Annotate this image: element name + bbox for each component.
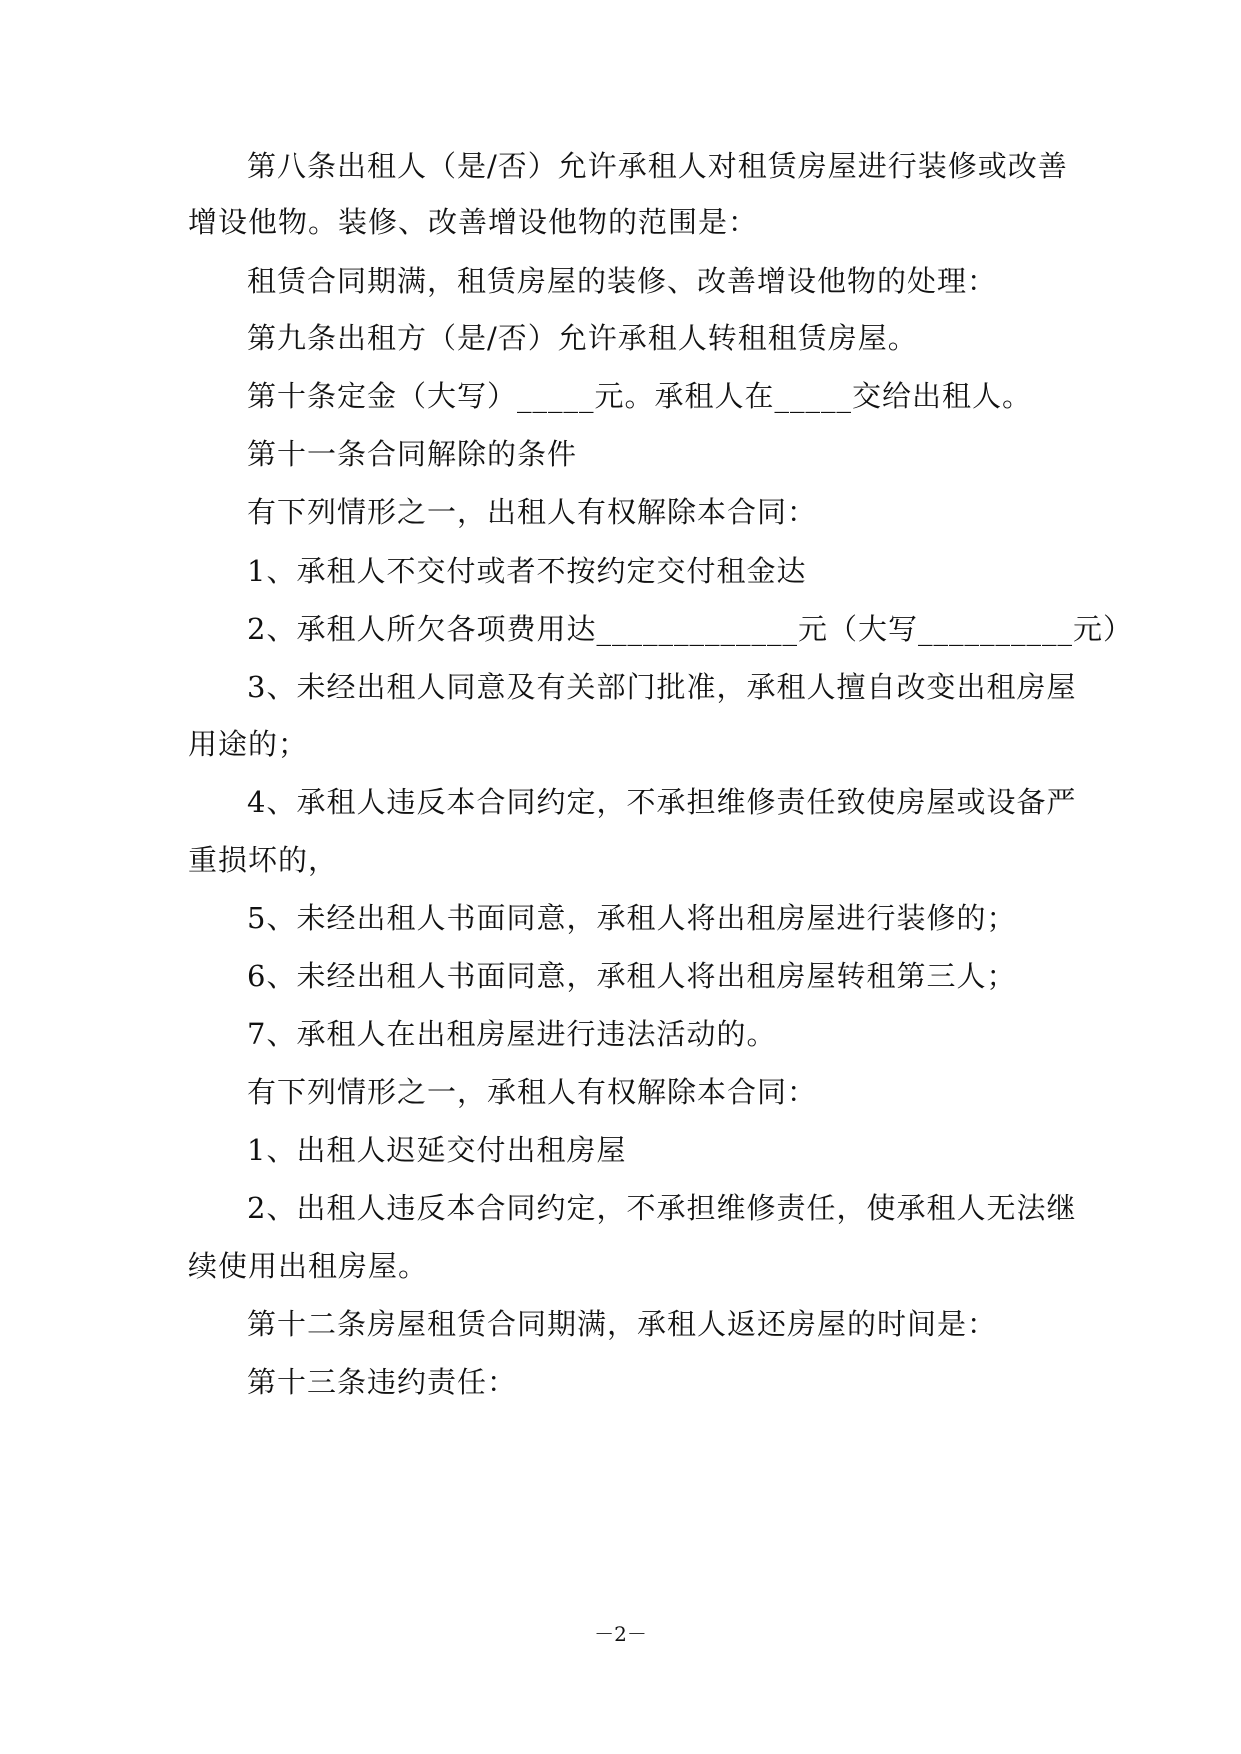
paragraph-line: 第十三条违约责任：: [247, 1365, 518, 1399]
deposit-clause-line: [247, 376, 1032, 416]
clause-text: 元（大写: [797, 612, 918, 646]
paragraph-line: 租赁合同期满，租赁房屋的装修、改善增设他物的处理：: [247, 264, 998, 298]
paragraph-line: 有下列情形之一，承租人有权解除本合同：: [247, 1075, 818, 1109]
paragraph-line: 重损坏的，: [188, 843, 339, 877]
fill-in-blank: _____________: [596, 612, 798, 646]
paragraph-line: 第十二条房屋租赁合同期满，承租人返还房屋的时间是：: [247, 1307, 998, 1341]
paragraph-line: 第十一条合同解除的条件: [247, 437, 578, 471]
paragraph-line: 有下列情形之一，出租人有权解除本合同：: [247, 495, 818, 529]
paragraph-line: 7、承租人在出租房屋进行违法活动的。: [247, 1017, 777, 1051]
paragraph-line: 3、未经出租人同意及有关部门批准，承租人擅自改变出租房屋: [247, 670, 1077, 704]
paragraph-line: 1、承租人不交付或者不按约定交付租金达: [247, 554, 807, 588]
clause-text: 第十条定金（大写）: [247, 379, 518, 413]
fees-clause-line: [247, 609, 1133, 649]
clause-text: 交给出租人。: [852, 379, 1033, 413]
page-number: －2－: [594, 1622, 647, 1646]
paragraph-line: 第八条出租人（是/否）允许承租人对租赁房屋进行装修或改善: [247, 149, 1068, 183]
paragraph-line: 第九条出租方（是/否）允许承租人转租租赁房屋。: [247, 321, 918, 355]
paragraph-line: 6、未经出租人书面同意，承租人将出租房屋转租第三人；: [247, 959, 1017, 993]
clause-text: 元）: [1072, 612, 1133, 646]
paragraph-line: 用途的；: [188, 727, 309, 761]
paragraph-line: 增设他物。装修、改善增设他物的范围是：: [188, 205, 759, 239]
paragraph-line: 2、出租人违反本合同约定，不承担维修责任，使承租人无法继: [247, 1191, 1077, 1225]
clause-text: 2、承租人所欠各项费用达: [247, 612, 597, 646]
fill-in-blank: _____: [517, 379, 595, 413]
fill-in-blank: __________: [917, 612, 1073, 646]
paragraph-line: 1、出租人迟延交付出租房屋: [247, 1133, 627, 1167]
fill-in-blank: _____: [774, 379, 853, 413]
paragraph-line: 5、未经出租人书面同意，承租人将出租房屋进行装修的；: [247, 901, 1017, 935]
paragraph-line: 4、承租人违反本合同约定，不承担维修责任致使房屋或设备严: [247, 785, 1077, 819]
clause-text: 元。承租人在: [594, 379, 775, 413]
paragraph-line: 续使用出租房屋。: [188, 1249, 429, 1283]
